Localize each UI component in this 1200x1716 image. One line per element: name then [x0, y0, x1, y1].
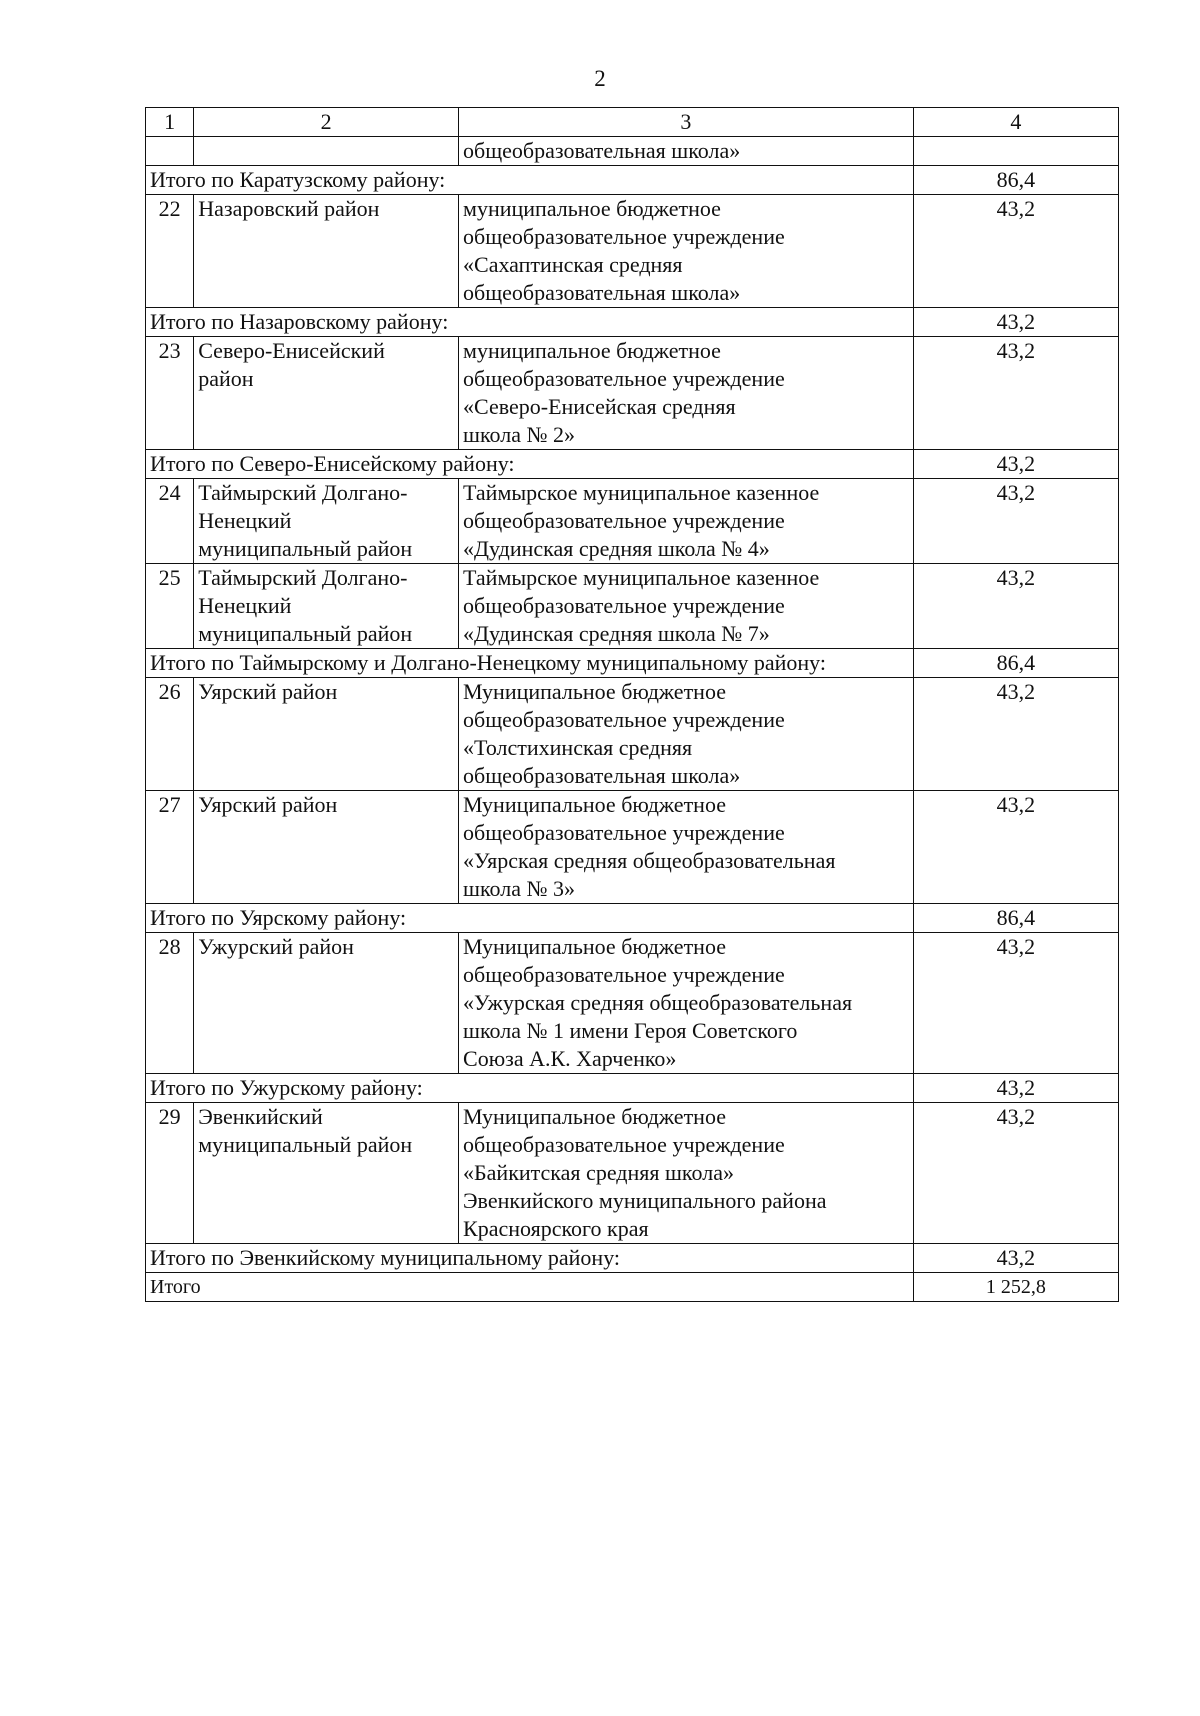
- row-number: 24: [146, 479, 194, 564]
- institution-line: общеобразовательное учреждение: [463, 962, 785, 987]
- subtotal-row: [146, 904, 1119, 933]
- institution-line: общеобразовательная школа»: [463, 138, 741, 163]
- subtotal-row: [146, 166, 1119, 195]
- amount-cell: 43,2: [913, 479, 1118, 564]
- municipality-line: муниципальный район: [198, 1132, 413, 1157]
- table-row: [146, 933, 1119, 1074]
- institution-line: общеобразовательное учреждение: [463, 593, 785, 618]
- institution-cell: [459, 195, 914, 308]
- subtotal-label: Итого по Назаровскому району:: [146, 308, 914, 337]
- subtotal-row: [146, 649, 1119, 678]
- subtotal-amount: 86,4: [913, 166, 1118, 195]
- grand-total-amount: 1 252,8: [913, 1273, 1118, 1302]
- subtotal-label: Итого по Северо-Енисейскому району:: [146, 450, 914, 479]
- institution-line: общеобразовательное учреждение: [463, 508, 785, 533]
- institution-line: школа № 1 имени Героя Советского: [463, 1018, 798, 1043]
- municipality-line: Таймырский Долгано-: [198, 480, 408, 505]
- column-number-2: 2: [194, 108, 459, 137]
- municipality-line: Ненецкий: [198, 593, 292, 618]
- table-row: [146, 479, 1119, 564]
- municipality-cell: [194, 933, 459, 1074]
- grand-total-row: [146, 1273, 1119, 1302]
- municipality-line: Таймырский Долгано-: [198, 565, 408, 590]
- amount-cell: 43,2: [913, 933, 1118, 1074]
- row-number: 25: [146, 564, 194, 649]
- institution-line: «Северо-Енисейская средняя: [463, 394, 736, 419]
- municipality-line: Ненецкий: [198, 508, 292, 533]
- row-number: 29: [146, 1103, 194, 1244]
- municipality-cell: [194, 195, 459, 308]
- institution-line: Союза А.К. Харченко»: [463, 1046, 677, 1071]
- municipality-line: Назаровский район: [198, 196, 380, 221]
- institution-line: Муниципальное бюджетное: [463, 679, 726, 704]
- institution-line: общеобразовательное учреждение: [463, 820, 785, 845]
- column-number-row: [146, 108, 1119, 137]
- institution-line: общеобразовательное учреждение: [463, 366, 785, 391]
- institution-cell: [459, 137, 914, 166]
- subtotal-row: [146, 1074, 1119, 1103]
- institution-line: «Дудинская средняя школа № 7»: [463, 621, 770, 646]
- institution-line: «Уярская средняя общеобразовательная: [463, 848, 836, 873]
- municipality-cell: [194, 678, 459, 791]
- row-number: 23: [146, 337, 194, 450]
- row-number: 27: [146, 791, 194, 904]
- amount-cell: 43,2: [913, 791, 1118, 904]
- subtotal-row: [146, 308, 1119, 337]
- subtotal-amount: 43,2: [913, 1074, 1118, 1103]
- amount-cell: 43,2: [913, 337, 1118, 450]
- amount-cell: 43,2: [913, 678, 1118, 791]
- institution-line: общеобразовательное учреждение: [463, 224, 785, 249]
- amount-cell: 43,2: [913, 195, 1118, 308]
- municipality-cell: [194, 479, 459, 564]
- row-number: 26: [146, 678, 194, 791]
- subtotal-label: Итого по Уярскому району:: [146, 904, 914, 933]
- institution-line: Таймырское муниципальное казенное: [463, 565, 820, 590]
- subtotal-amount: 43,2: [913, 1244, 1118, 1273]
- table-body: [146, 108, 1119, 1302]
- subtotal-label: Итого по Каратузскому району:: [146, 166, 914, 195]
- subtotal-amount: 86,4: [913, 649, 1118, 678]
- municipality-line: Уярский район: [198, 792, 338, 817]
- institution-line: «Сахаптинская средняя: [463, 252, 683, 277]
- grand-total-label: Итого: [146, 1273, 914, 1302]
- column-number-3: 3: [459, 108, 914, 137]
- institution-line: Муниципальное бюджетное: [463, 934, 726, 959]
- municipality-cell: [194, 791, 459, 904]
- allocation-table: [145, 107, 1119, 1302]
- municipality-line: Северо-Енисейский: [198, 338, 385, 363]
- subtotal-label: Итого по Ужурскому району:: [146, 1074, 914, 1103]
- municipality-cell: [194, 1103, 459, 1244]
- table-row: [146, 195, 1119, 308]
- municipality-cell: [194, 137, 459, 166]
- table-row: [146, 1103, 1119, 1244]
- institution-line: Таймырское муниципальное казенное: [463, 480, 820, 505]
- table-row: [146, 337, 1119, 450]
- institution-line: Муниципальное бюджетное: [463, 792, 726, 817]
- table-row: [146, 678, 1119, 791]
- institution-line: школа № 3»: [463, 876, 575, 901]
- institution-line: Муниципальное бюджетное: [463, 1104, 726, 1129]
- amount-cell: [913, 137, 1118, 166]
- row-number: 22: [146, 195, 194, 308]
- municipality-line: муниципальный район: [198, 621, 413, 646]
- row-number: 28: [146, 933, 194, 1074]
- column-number-4: 4: [913, 108, 1118, 137]
- institution-line: общеобразовательная школа»: [463, 763, 741, 788]
- institution-line: «Дудинская средняя школа № 4»: [463, 536, 770, 561]
- subtotal-amount: 43,2: [913, 450, 1118, 479]
- institution-cell: [459, 678, 914, 791]
- institution-cell: [459, 791, 914, 904]
- municipality-line: муниципальный район: [198, 536, 413, 561]
- subtotal-row: [146, 1244, 1119, 1273]
- institution-line: общеобразовательная школа»: [463, 280, 741, 305]
- municipality-line: Уярский район: [198, 679, 338, 704]
- amount-cell: 43,2: [913, 1103, 1118, 1244]
- subtotal-amount: 43,2: [913, 308, 1118, 337]
- institution-line: муниципальное бюджетное: [463, 338, 721, 363]
- municipality-line: район: [198, 366, 254, 391]
- institution-line: Эвенкийского муниципального района: [463, 1188, 827, 1213]
- institution-line: общеобразовательное учреждение: [463, 707, 785, 732]
- table-row: [146, 564, 1119, 649]
- institution-line: «Толстихинская средняя: [463, 735, 693, 760]
- subtotal-label: Итого по Эвенкийскому муниципальному району:: [146, 1244, 914, 1273]
- institution-line: общеобразовательное учреждение: [463, 1132, 785, 1157]
- institution-cell: [459, 337, 914, 450]
- institution-cell: [459, 933, 914, 1074]
- subtotal-row: [146, 450, 1119, 479]
- institution-cell: [459, 564, 914, 649]
- page-number: 2: [594, 66, 606, 91]
- column-number-1: 1: [146, 108, 194, 137]
- continuation-row: [146, 137, 1119, 166]
- amount-cell: 43,2: [913, 564, 1118, 649]
- institution-line: Красноярского края: [463, 1216, 649, 1241]
- institution-line: школа № 2»: [463, 422, 575, 447]
- municipality-line: Эвенкийский: [198, 1104, 323, 1129]
- table-row: [146, 791, 1119, 904]
- institution-line: «Ужурская средняя общеобразовательная: [463, 990, 853, 1015]
- subtotal-label: Итого по Таймырскому и Долгано-Ненецкому муниципальному району:: [146, 649, 914, 678]
- subtotal-amount: 86,4: [913, 904, 1118, 933]
- municipality-line: Ужурский район: [198, 934, 354, 959]
- institution-line: «Байкитская средняя школа»: [463, 1160, 734, 1185]
- institution-cell: [459, 479, 914, 564]
- municipality-cell: [194, 337, 459, 450]
- institution-cell: [459, 1103, 914, 1244]
- municipality-cell: [194, 564, 459, 649]
- institution-line: муниципальное бюджетное: [463, 196, 721, 221]
- row-number: [146, 137, 194, 166]
